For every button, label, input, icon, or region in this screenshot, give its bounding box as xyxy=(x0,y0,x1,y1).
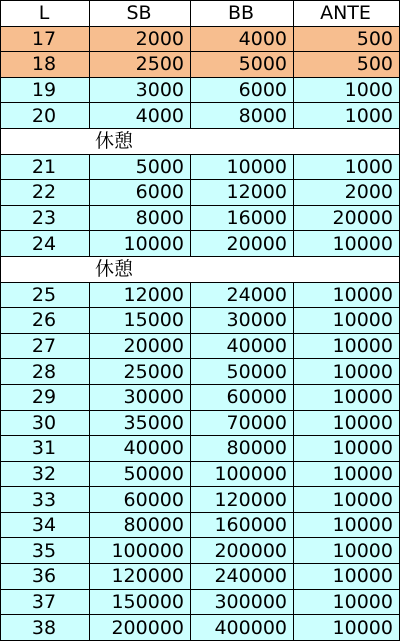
sb-cell: 4000 xyxy=(90,103,191,129)
ante-cell: 1000 xyxy=(294,154,400,180)
table-row xyxy=(1,333,400,359)
bb-cell: 20000 xyxy=(191,231,294,257)
bb-cell: 160000 xyxy=(191,512,294,538)
table-body xyxy=(1,26,400,640)
level-cell: 36 xyxy=(1,564,90,590)
sb-cell: 15000 xyxy=(90,308,191,334)
bb-cell: 100000 xyxy=(191,461,294,487)
break-label: 休憩 xyxy=(1,128,400,154)
sb-cell: 20000 xyxy=(90,333,191,359)
sb-cell: 100000 xyxy=(90,538,191,564)
header-small-blind: SB xyxy=(90,1,191,27)
level-cell: 19 xyxy=(1,77,90,103)
table-row xyxy=(1,359,400,385)
sb-cell: 12000 xyxy=(90,282,191,308)
sb-cell: 200000 xyxy=(90,615,191,641)
ante-cell: 1000 xyxy=(294,77,400,103)
sb-cell: 25000 xyxy=(90,359,191,385)
table-row xyxy=(1,512,400,538)
ante-cell: 500 xyxy=(294,26,400,52)
break-row xyxy=(1,256,400,282)
ante-cell: 20000 xyxy=(294,205,400,231)
break-label: 休憩 xyxy=(1,256,400,282)
bb-cell: 300000 xyxy=(191,589,294,615)
level-cell: 37 xyxy=(1,589,90,615)
ante-cell: 10000 xyxy=(294,461,400,487)
level-cell: 28 xyxy=(1,359,90,385)
table-row xyxy=(1,77,400,103)
level-cell: 21 xyxy=(1,154,90,180)
bb-cell: 5000 xyxy=(191,52,294,78)
bb-cell: 8000 xyxy=(191,103,294,129)
ante-cell: 10000 xyxy=(294,231,400,257)
level-cell: 35 xyxy=(1,538,90,564)
bb-cell: 4000 xyxy=(191,26,294,52)
bb-cell: 200000 xyxy=(191,538,294,564)
ante-cell: 10000 xyxy=(294,384,400,410)
table-row xyxy=(1,461,400,487)
ante-cell: 10000 xyxy=(294,410,400,436)
level-cell: 27 xyxy=(1,333,90,359)
ante-cell: 10000 xyxy=(294,589,400,615)
break-row xyxy=(1,128,400,154)
sb-cell: 50000 xyxy=(90,461,191,487)
level-cell: 20 xyxy=(1,103,90,129)
ante-cell: 2000 xyxy=(294,180,400,206)
level-cell: 32 xyxy=(1,461,90,487)
sb-cell: 3000 xyxy=(90,77,191,103)
bb-cell: 400000 xyxy=(191,615,294,641)
ante-cell: 1000 xyxy=(294,103,400,129)
sb-cell: 8000 xyxy=(90,205,191,231)
table-row xyxy=(1,103,400,129)
sb-cell: 80000 xyxy=(90,512,191,538)
header-big-blind: BB xyxy=(191,1,294,27)
level-cell: 30 xyxy=(1,410,90,436)
sb-cell: 10000 xyxy=(90,231,191,257)
header-ante: ANTE xyxy=(294,1,400,27)
ante-cell: 10000 xyxy=(294,333,400,359)
bb-cell: 120000 xyxy=(191,487,294,513)
table-row xyxy=(1,154,400,180)
bb-cell: 30000 xyxy=(191,308,294,334)
level-cell: 24 xyxy=(1,231,90,257)
ante-cell: 10000 xyxy=(294,359,400,385)
table-row xyxy=(1,589,400,615)
table-row xyxy=(1,26,400,52)
ante-cell: 10000 xyxy=(294,308,400,334)
table-row xyxy=(1,308,400,334)
ante-cell: 500 xyxy=(294,52,400,78)
ante-cell: 10000 xyxy=(294,436,400,462)
bb-cell: 10000 xyxy=(191,154,294,180)
sb-cell: 6000 xyxy=(90,180,191,206)
sb-cell: 2500 xyxy=(90,52,191,78)
header-row xyxy=(1,1,400,27)
sb-cell: 120000 xyxy=(90,564,191,590)
table-row xyxy=(1,615,400,641)
table-row xyxy=(1,436,400,462)
ante-cell: 10000 xyxy=(294,538,400,564)
table-row xyxy=(1,384,400,410)
ante-cell: 10000 xyxy=(294,487,400,513)
level-cell: 25 xyxy=(1,282,90,308)
level-cell: 34 xyxy=(1,512,90,538)
table-row xyxy=(1,282,400,308)
level-cell: 22 xyxy=(1,180,90,206)
bb-cell: 16000 xyxy=(191,205,294,231)
header-level: L xyxy=(1,1,90,27)
level-cell: 38 xyxy=(1,615,90,641)
table-row xyxy=(1,205,400,231)
bb-cell: 60000 xyxy=(191,384,294,410)
level-cell: 23 xyxy=(1,205,90,231)
sb-cell: 150000 xyxy=(90,589,191,615)
table-row xyxy=(1,564,400,590)
sb-cell: 60000 xyxy=(90,487,191,513)
bb-cell: 12000 xyxy=(191,180,294,206)
bb-cell: 80000 xyxy=(191,436,294,462)
bb-cell: 240000 xyxy=(191,564,294,590)
level-cell: 29 xyxy=(1,384,90,410)
bb-cell: 40000 xyxy=(191,333,294,359)
table-row xyxy=(1,180,400,206)
table-row xyxy=(1,487,400,513)
ante-cell: 10000 xyxy=(294,615,400,641)
bb-cell: 50000 xyxy=(191,359,294,385)
table-row xyxy=(1,231,400,257)
sb-cell: 30000 xyxy=(90,384,191,410)
level-cell: 33 xyxy=(1,487,90,513)
table-row xyxy=(1,52,400,78)
bb-cell: 6000 xyxy=(191,77,294,103)
level-cell: 18 xyxy=(1,52,90,78)
table-row xyxy=(1,410,400,436)
sb-cell: 5000 xyxy=(90,154,191,180)
level-cell: 17 xyxy=(1,26,90,52)
bb-cell: 70000 xyxy=(191,410,294,436)
ante-cell: 10000 xyxy=(294,282,400,308)
level-cell: 31 xyxy=(1,436,90,462)
ante-cell: 10000 xyxy=(294,564,400,590)
sb-cell: 40000 xyxy=(90,436,191,462)
table-row xyxy=(1,538,400,564)
bb-cell: 24000 xyxy=(191,282,294,308)
sb-cell: 35000 xyxy=(90,410,191,436)
sb-cell: 2000 xyxy=(90,26,191,52)
ante-cell: 10000 xyxy=(294,512,400,538)
level-cell: 26 xyxy=(1,308,90,334)
